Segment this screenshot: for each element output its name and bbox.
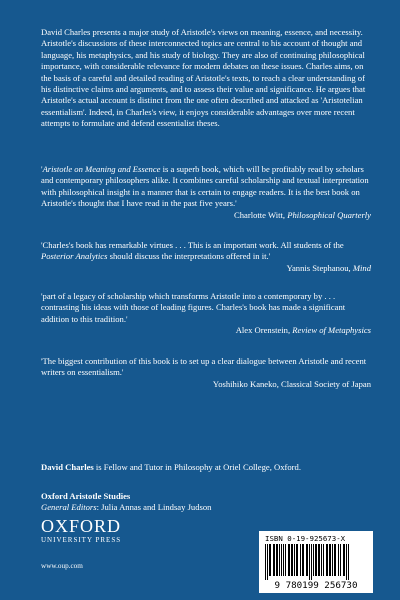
quote-text: is a superb book, which will be profitably read by scholars and contemporary philosophers alike. It combines careful scholarship and textual interpretation with philosophical insight in a manner that is certain to engage readers. It is the best book on Aristotle's thought that I have read in the past five years.' [41,164,369,209]
quote-text: 'The biggest contribution of this book is to set up a clear dialogue between Aristotle and recent writers on essentialism.' [41,356,367,378]
quote-source: Philosophical Quarterly [287,209,371,220]
quote-source: Review of Metaphysics [292,325,371,336]
publisher-name: OXFORD [41,516,122,536]
publisher-url: www.oup.com [41,562,83,570]
review-quote-2 [41,240,371,274]
publisher-logo [41,517,136,545]
quote-text: 'Charles's book has remarkable virtues . . . This is an important work. All students of the [41,240,344,250]
quote-text: 'part of a legacy of scholarship which transforms Aristotle into a contemporary by . . . contrasting his ideas with those of leading figures. Charles's book has made a significant addition to this tradition.' [41,291,346,324]
quote-text: should discuss the interpretations offered in it.' [107,251,271,262]
quote-text: ' [41,164,43,174]
series-editors-label: General Editors [41,502,97,513]
barcode-bars-icon [263,544,369,580]
author-note [41,462,371,473]
blurb-text: David Charles presents a major study of Aristotle's views on meaning, essence, and necessity. Aristotle's discussions of these interconnected topics are central to his account of thought and language, his metaphysics, and his study of biology. They are also of continuing philosophical importance, with considerable relevance for modern debates on these issues. Charles aims, on the basis of a careful and detailed reading of Aristotle's texts, to reach a clear understanding of his distinctive claims and arguments, and to assess their value and significance. He argues that Aristotle's actual account is distinct from the one often described and attacked as 'Aristotelian essentialism'. Indeed, in Charles's view, it enjoys considerable advantages over more recent attempts to formulate and defend essentialist theses. [41,27,366,129]
author-name: David Charles [41,462,94,472]
barcode [259,531,373,593]
quote-author: Charlotte Witt, [234,209,288,220]
series-title: Oxford Aristotle Studies [41,491,131,501]
quote-author: Yannis Stephanou, [286,262,353,273]
isbn-label: ISBN 0-19-925673-X [265,534,346,543]
quote-source: Mind [352,262,371,273]
series-info [41,491,371,514]
quote-author: Alex Orenstein, [235,325,293,336]
series-editors: : Julia Annas and Lindsay Judson [96,502,212,513]
author-bio: is Fellow and Tutor in Philosophy at Oriel College, Oxford. [93,462,301,472]
review-quote-3 [41,291,371,337]
quote-author: Yoshihiko Kaneko, Classical Society of Japan [212,378,371,389]
review-quote-4 [41,356,371,390]
publisher-subtitle: UNIVERSITY PRESS [41,536,122,544]
ean-number: 9 780199 256730 [274,580,358,591]
review-quote-1 [41,164,371,221]
quote-book-title: Aristotle on Meaning and Essence [42,164,161,174]
quote-book-title: Posterior Analytics [41,251,108,262]
